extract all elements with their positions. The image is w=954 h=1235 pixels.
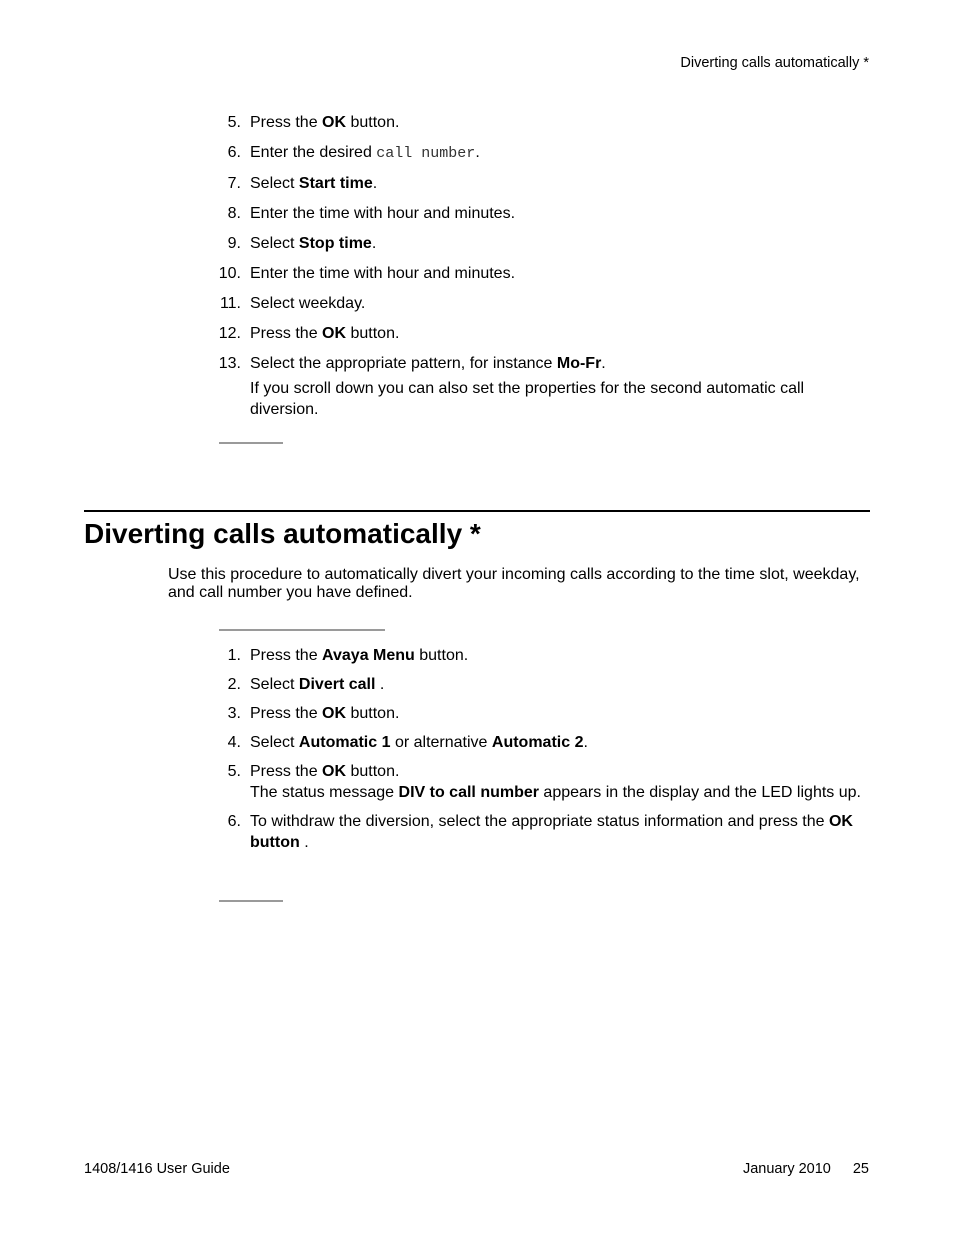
step-text: . [371,235,377,252]
step-text: . [475,144,480,161]
step-2 [200,674,870,695]
ui-term: Stop time [298,235,372,252]
ui-term: Avaya Menu [322,647,415,664]
step-text: Press the [250,114,323,131]
step-text: Enter the desired [250,144,377,161]
footer-date: January 2010 [742,1161,831,1177]
step-number: 2. [227,676,241,693]
step-text: Press the [250,705,323,722]
step-text: Press the [250,647,323,664]
step-text: . [583,734,588,751]
step-text: button. [346,114,400,131]
step-number: 6. [227,144,241,161]
step-9 [200,233,870,254]
step-text: button. [414,647,469,664]
step-6 [200,811,870,853]
step-text: button. [346,325,400,342]
step-11 [200,293,870,314]
step-12 [200,323,870,344]
procedure-start-rule [219,629,385,631]
step-number: 13. [218,355,241,372]
procedure-steps-continued [200,112,870,429]
step-text: appears in the display and the LED lights up. [538,784,861,801]
step-number: 5. [227,114,241,131]
procedure-end-rule [219,900,283,902]
page-number: 25 [852,1161,869,1177]
step-number: 12. [218,325,241,342]
step-6 [200,142,870,164]
procedure-end-rule [219,442,283,444]
step-5 [200,112,870,133]
ui-term: OK button [250,813,853,851]
step-note: If you scroll down you can also set the properties for the second automatic call diversion. [250,380,805,418]
step-text: or alternative [390,734,492,751]
ui-term: OK [322,705,347,722]
step-text: Select weekday. [250,295,366,312]
step-text: Enter the time with hour and minutes. [250,265,516,282]
step-text: Select the appropriate pattern, for instance [250,355,557,372]
step-1 [200,645,870,666]
step-text: Press the [250,325,323,342]
ui-term: Divert call [298,676,376,693]
step-13 [200,353,870,420]
step-note [250,782,870,803]
step-text: button. [346,705,400,722]
step-number: 5. [227,763,241,780]
step-number: 1. [227,647,241,664]
step-number: 10. [218,265,241,282]
section-title: Diverting calls automatically * [84,518,481,549]
ui-term: Start time [298,175,373,192]
step-number: 8. [227,205,241,222]
step-text: Press the [250,763,323,780]
status-message-term: DIV to call number [398,784,539,801]
step-text: . [299,834,309,851]
step-7 [200,173,870,194]
step-text: . [372,175,378,192]
step-8 [200,203,870,224]
step-number: 6. [227,813,241,830]
ui-term: OK [322,114,347,131]
user-input-term: call number [376,145,476,162]
footer-date-page [743,1161,869,1177]
step-10 [200,263,870,284]
step-number: 9. [227,235,241,252]
step-5 [200,761,870,803]
ui-term: Automatic 2 [491,734,584,751]
footer-guide-title: 1408/1416 User Guide [84,1161,230,1177]
section-divider [84,510,870,512]
step-number: 4. [227,734,241,751]
ui-term: Automatic 1 [298,734,391,751]
step-text: Select [250,734,299,751]
step-3 [200,703,870,724]
ui-term: Mo-Fr [556,355,602,372]
step-text: The status message [250,784,399,801]
procedure-steps [200,645,870,861]
step-text: . [375,676,385,693]
step-number: 3. [227,705,241,722]
step-number: 11. [219,295,241,312]
step-text: Select [250,175,299,192]
ui-term: OK [322,763,347,780]
step-text: To withdraw the diversion, select the appropriate status information and press the [250,813,829,830]
section-intro: Use this procedure to automatically divert your incoming calls according to the time slot, weekday, and call number you have defined. [168,566,860,601]
ui-term: OK [322,325,347,342]
step-text: Select [250,676,299,693]
running-header: Diverting calls automatically * [680,55,869,71]
step-text: Select [250,235,299,252]
step-text: button. [346,763,400,780]
step-4 [200,732,870,753]
step-number: 7. [227,175,241,192]
step-text: Enter the time with hour and minutes. [250,205,516,222]
step-text: . [601,355,606,372]
